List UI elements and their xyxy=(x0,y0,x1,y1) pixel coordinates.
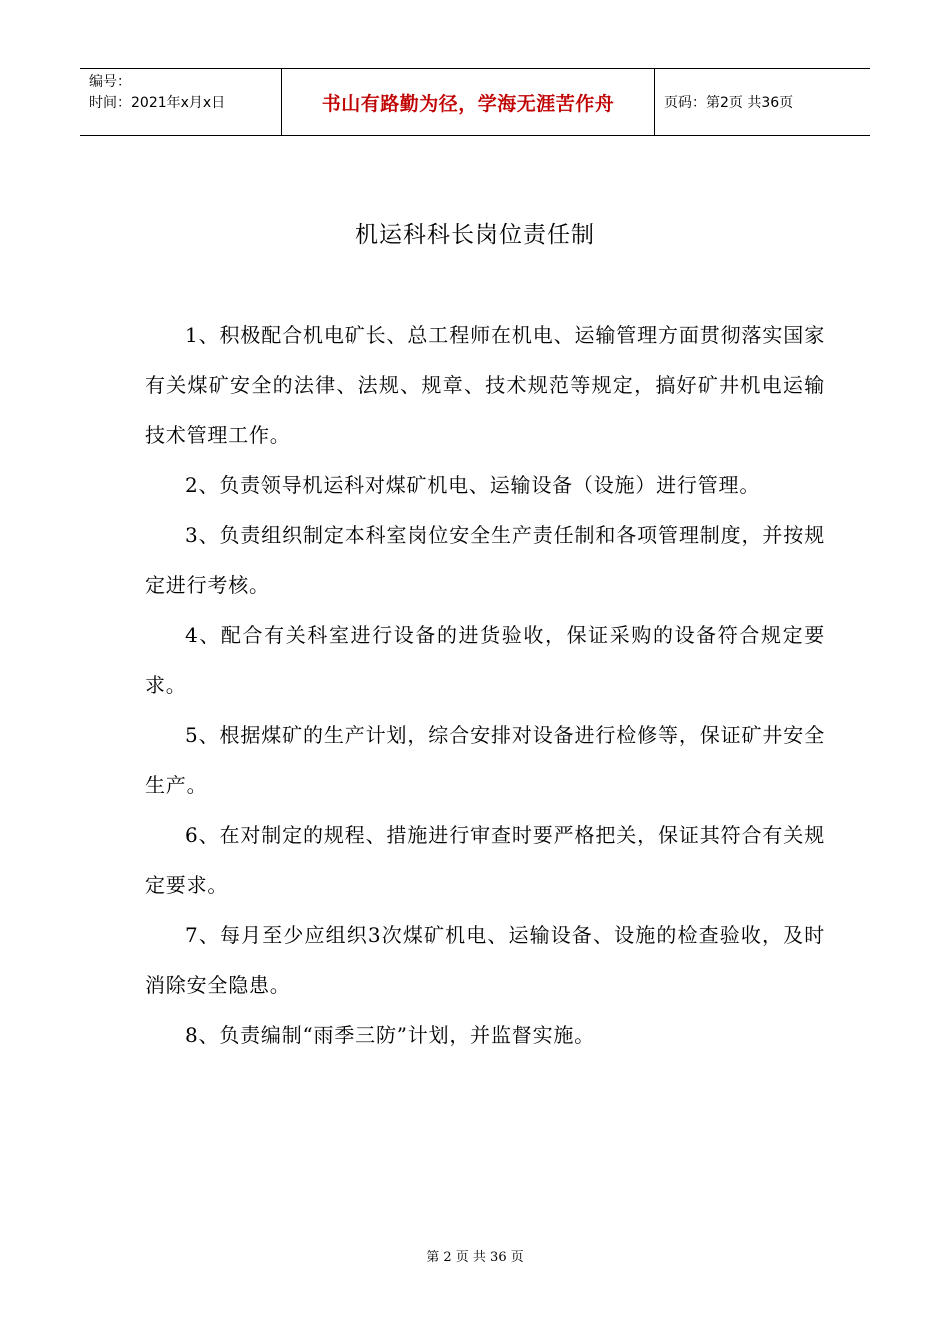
document-title: 机运科科长岗位责任制 xyxy=(355,222,595,248)
paragraph-6: 6、在对制定的规程、措施进行审查时要严格把关，保证其符合有关规定要求。 xyxy=(145,823,825,897)
paragraph-8: 8、负责编制“雨季三防”计划，并监督实施。 xyxy=(185,1023,595,1047)
header-meta xyxy=(80,69,282,135)
paragraph-2: 2、负责领导机运科对煤矿机电、运输设备（设施）进行管理。 xyxy=(185,473,761,497)
date-label: 时间：2021年x月x日 xyxy=(89,95,226,111)
page-info: 页码：第2页 共36页 xyxy=(664,95,794,111)
header-page-info xyxy=(655,69,870,135)
header-motto-cell xyxy=(282,69,655,135)
number-label: 编号： xyxy=(89,74,131,90)
paragraph-1: 1、积极配合机电矿长、总工程师在机电、运输管理方面贯彻落实国家有关煤矿安全的法律、法规、规章、技术规范等规定，搞好矿井机电运输技术管理工作。 xyxy=(145,323,825,447)
document-body xyxy=(145,310,825,1060)
paragraph-5: 5、根据煤矿的生产计划，综合安排对设备进行检修等，保证矿井安全生产。 xyxy=(145,723,825,797)
page-header xyxy=(80,68,870,136)
paragraph-4: 4、配合有关科室进行设备的进货验收，保证采购的设备符合规定要求。 xyxy=(145,623,825,697)
paragraph-3: 3、负责组织制定本科室岗位安全生产责任制和各项管理制度，并按规定进行考核。 xyxy=(145,523,825,597)
page-footer: 第 2 页 共 36 页 xyxy=(426,1250,524,1265)
motto: 书山有路勤为径，学海无涯苦作舟 xyxy=(321,92,615,115)
paragraph-7: 7、每月至少应组织3次煤矿机电、运输设备、设施的检查验收，及时消除安全隐患。 xyxy=(145,923,825,997)
